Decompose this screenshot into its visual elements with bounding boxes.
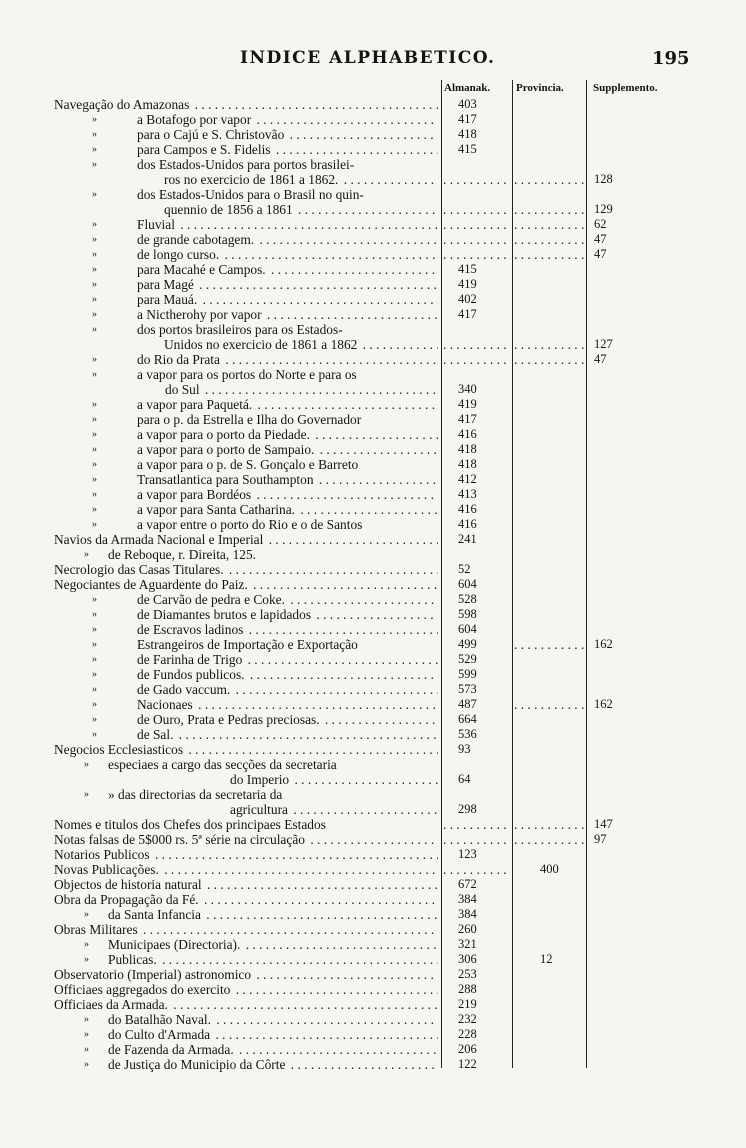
index-entry <box>0 1012 746 1027</box>
almanak-page: 260 <box>458 922 477 936</box>
index-entry <box>0 427 746 442</box>
index-entry <box>0 97 746 112</box>
almanak-page: 536 <box>458 727 477 741</box>
almanak-page: 93 <box>458 742 471 756</box>
ditto-mark: » <box>92 504 97 515</box>
index-entry <box>0 412 746 427</box>
supplemento-page: 47 <box>594 247 607 261</box>
almanak-page: 412 <box>458 472 477 486</box>
dot-leader <box>514 202 584 217</box>
almanak-page: 417 <box>458 307 477 321</box>
ditto-mark: » <box>84 789 89 800</box>
ditto-mark: » <box>92 114 97 125</box>
index-entry <box>0 892 746 907</box>
entry-label: Nomes e titulos dos Chefes dos principaes Estados <box>54 817 326 832</box>
almanak-page: 122 <box>458 1057 477 1071</box>
index-entry <box>0 487 746 502</box>
ditto-mark: » <box>84 954 89 965</box>
dot-leader <box>514 232 584 247</box>
entry-label: do Rio da Prata <box>137 352 220 367</box>
entry-label: a Nictherohy por vapor <box>137 307 262 322</box>
entry-label: Nacionaes <box>137 697 193 712</box>
entry-label: de Fazenda da Armada. <box>108 1042 234 1057</box>
almanak-page: 288 <box>458 982 477 996</box>
index-entry <box>0 172 746 187</box>
index-entry <box>0 982 746 997</box>
entry-label: de grande cabotagem. <box>137 232 255 247</box>
dot-leader <box>514 217 584 232</box>
entry-label: Navegação do Amazonas <box>54 97 190 112</box>
index-entry <box>0 772 746 787</box>
ditto-mark: » <box>92 219 97 230</box>
index-entry <box>0 547 746 562</box>
ditto-mark: » <box>92 234 97 245</box>
almanak-page: 418 <box>458 127 477 141</box>
almanak-page: 384 <box>458 907 477 921</box>
index-entry <box>0 1042 746 1057</box>
index-entry <box>0 232 746 247</box>
ditto-mark: » <box>92 414 97 425</box>
entry-label: » das directorias da secretaria da <box>108 787 283 802</box>
almanak-page: 321 <box>458 937 477 951</box>
entry-label: de Fundos publicos. <box>137 667 245 682</box>
entry-label: do Sul <box>165 382 200 397</box>
supplemento-page: 127 <box>594 337 613 351</box>
entry-label: ros no exercicio de 1861 a 1862. <box>164 172 339 187</box>
almanak-page: 573 <box>458 682 477 696</box>
index-entry <box>0 202 746 217</box>
index-entry <box>0 562 746 577</box>
index-entry <box>0 877 746 892</box>
index-entry <box>0 952 746 967</box>
entry-label: Observatorio (Imperial) astronomico <box>54 967 252 982</box>
entry-label: da Santa Infancia <box>108 907 201 922</box>
entry-label: dos portos brasileiros para os Estados- <box>137 322 343 337</box>
almanak-page: 418 <box>458 457 477 471</box>
index-entry <box>0 637 746 652</box>
ditto-mark: » <box>92 519 97 530</box>
entry-label: a vapor para o p. de S. Gonçalo e Barreto <box>137 457 359 472</box>
almanak-page: 123 <box>458 847 477 861</box>
almanak-page: 403 <box>458 97 477 111</box>
almanak-page: 415 <box>458 262 477 276</box>
entry-label: Negociantes de Aguardente do Paiz. <box>54 577 248 592</box>
dot-leader <box>443 862 511 877</box>
ditto-mark: » <box>92 474 97 485</box>
index-entry <box>0 307 746 322</box>
dot-leader <box>443 817 511 832</box>
ditto-mark: » <box>92 489 97 500</box>
index-entry <box>0 802 746 817</box>
entry-label: do Culto d'Armada <box>108 1027 211 1042</box>
ditto-mark: » <box>92 429 97 440</box>
page-number: 195 <box>652 48 690 69</box>
entry-label: a vapor entre o porto do Rio e o de Santos <box>137 517 363 532</box>
almanak-page: 232 <box>458 1012 477 1026</box>
index-entry <box>0 757 746 772</box>
index-entry <box>0 472 746 487</box>
entry-label: agricultura <box>230 802 288 817</box>
supplemento-page: 129 <box>594 202 613 216</box>
entry-label: para Magé <box>137 277 194 292</box>
almanak-page: 64 <box>458 772 471 786</box>
ditto-mark: » <box>92 624 97 635</box>
entry-label: Notas falsas de 5$000 rs. 5ª série na circulação <box>54 832 305 847</box>
index-entry <box>0 697 746 712</box>
ditto-mark: » <box>92 279 97 290</box>
index-entry <box>0 457 746 472</box>
entry-label: a Botafogo por vapor <box>137 112 252 127</box>
index-entry <box>0 292 746 307</box>
entry-label: Municipaes (Directoria). <box>108 937 241 952</box>
entry-label: para Macahé e Campos. <box>137 262 266 277</box>
entry-label: Novas Publicações. <box>54 862 159 877</box>
provincia-page: 12 <box>540 952 553 966</box>
entry-label: do Imperio <box>230 772 290 787</box>
entry-label: a vapor para o porto da Piedade. <box>137 427 310 442</box>
index-entry <box>0 787 746 802</box>
supplemento-page: 162 <box>594 637 613 651</box>
almanak-page: 298 <box>458 802 477 816</box>
supplemento-page: 162 <box>594 697 613 711</box>
entry-label: de Sal. <box>137 727 174 742</box>
index-entry <box>0 442 746 457</box>
supplemento-page: 147 <box>594 817 613 831</box>
almanak-page: 415 <box>458 142 477 156</box>
index-entry <box>0 397 746 412</box>
almanak-page: 529 <box>458 652 477 666</box>
index-entry <box>0 907 746 922</box>
supplemento-page: 47 <box>594 352 607 366</box>
ditto-mark: » <box>92 729 97 740</box>
index-entry <box>0 352 746 367</box>
almanak-page: 206 <box>458 1042 477 1056</box>
ditto-mark: » <box>92 609 97 620</box>
entry-label: Officiaes da Armada. <box>54 997 168 1012</box>
ditto-mark: » <box>92 294 97 305</box>
index-entry <box>0 142 746 157</box>
index-entry <box>0 652 746 667</box>
almanak-page: 416 <box>458 502 477 516</box>
entry-label: de Ouro, Prata e Pedras preciosas. <box>137 712 320 727</box>
almanak-page: 599 <box>458 667 477 681</box>
ditto-mark: » <box>84 549 89 560</box>
almanak-page: 672 <box>458 877 477 891</box>
ditto-mark: » <box>92 129 97 140</box>
entry-label: Transatlantica para Southampton <box>137 472 314 487</box>
index-entry <box>0 592 746 607</box>
ditto-mark: » <box>92 459 97 470</box>
index-entry <box>0 337 746 352</box>
ditto-mark: » <box>92 639 97 650</box>
supplemento-page: 62 <box>594 217 607 231</box>
column-header-provincia: Provincia. <box>516 82 564 94</box>
dot-leader <box>514 697 584 712</box>
ditto-mark: » <box>92 699 97 710</box>
index-entry <box>0 817 746 832</box>
ditto-mark: » <box>92 144 97 155</box>
entry-label: para o p. da Estrella e Ilha do Governador <box>137 412 362 427</box>
ditto-mark: » <box>92 714 97 725</box>
entry-label: do Batalhão Naval. <box>108 1012 211 1027</box>
almanak-page: 413 <box>458 487 477 501</box>
almanak-page: 417 <box>458 112 477 126</box>
ditto-mark: » <box>92 594 97 605</box>
index-entry <box>0 682 746 697</box>
ditto-mark: » <box>92 654 97 665</box>
ditto-mark: » <box>92 399 97 410</box>
dot-leader <box>514 337 584 352</box>
index-entry <box>0 607 746 622</box>
entry-label: a vapor para Paquetá. <box>137 397 253 412</box>
ditto-mark: » <box>84 1014 89 1025</box>
ditto-mark: » <box>92 354 97 365</box>
dot-leader <box>443 247 511 262</box>
dot-leader <box>443 232 511 247</box>
entry-label: a vapor para o porto de Sampaio. <box>137 442 315 457</box>
index-entry <box>0 532 746 547</box>
entry-label: Negocios Ecclesiasticos <box>54 742 184 757</box>
ditto-mark: » <box>92 369 97 380</box>
dot-leader <box>443 337 511 352</box>
entry-label: dos Estados-Unidos para o Brasil no quin- <box>137 187 364 202</box>
almanak-page: 487 <box>458 697 477 711</box>
almanak-page: 228 <box>458 1027 477 1041</box>
index-entry <box>0 727 746 742</box>
page-title: INDICE ALPHABETICO. <box>240 48 496 68</box>
index-entry <box>0 262 746 277</box>
entry-label: para Campos e S. Fidelis <box>137 142 271 157</box>
index-entry <box>0 832 746 847</box>
ditto-mark: » <box>84 1044 89 1055</box>
entry-label: de Gado vaccum. <box>137 682 231 697</box>
almanak-page: 384 <box>458 892 477 906</box>
entry-label: de Reboque, r. Direita, 125. <box>108 547 257 562</box>
ditto-mark: » <box>92 264 97 275</box>
entry-label: Notarios Publicos <box>54 847 150 862</box>
entry-label: Obra da Propagação da Fé. <box>54 892 199 907</box>
dot-leader <box>443 202 511 217</box>
entry-label: a vapor para Bordéos <box>137 487 252 502</box>
entry-label: Publicas. <box>108 952 157 967</box>
almanak-page: 419 <box>458 277 477 291</box>
almanak-page: 416 <box>458 517 477 531</box>
almanak-page: 402 <box>458 292 477 306</box>
almanak-page: 417 <box>458 412 477 426</box>
index-entry <box>0 517 746 532</box>
almanak-page: 306 <box>458 952 477 966</box>
index-entry <box>0 502 746 517</box>
index-entry <box>0 922 746 937</box>
index-entry <box>0 1027 746 1042</box>
entry-label: Unidos no exercicio de 1861 a 1862 <box>164 337 358 352</box>
entry-label: Objectos de historia natural <box>54 877 202 892</box>
index-entry <box>0 157 746 172</box>
index-entry <box>0 277 746 292</box>
dot-leader <box>443 352 511 367</box>
almanak-page: 604 <box>458 577 477 591</box>
supplemento-page: 97 <box>594 832 607 846</box>
entry-label: de Diamantes brutos e lapidados <box>137 607 312 622</box>
column-header-almanak: Almanak. <box>444 82 491 94</box>
dot-leader <box>514 352 584 367</box>
index-entry <box>0 712 746 727</box>
ditto-mark: » <box>92 324 97 335</box>
almanak-page: 499 <box>458 637 477 651</box>
index-entry <box>0 937 746 952</box>
entry-label: de Farinha de Trigo <box>137 652 243 667</box>
dot-leader <box>514 817 584 832</box>
almanak-page: 416 <box>458 427 477 441</box>
index-entry <box>0 742 746 757</box>
index-entry <box>0 322 746 337</box>
index-entry <box>0 187 746 202</box>
ditto-mark: » <box>84 939 89 950</box>
ditto-mark: » <box>92 684 97 695</box>
entry-label: especiaes a cargo das secções da secretaria <box>108 757 337 772</box>
ditto-mark: » <box>92 189 97 200</box>
dot-leader <box>514 637 584 652</box>
entry-label: de Carvão de pedra e Coke. <box>137 592 285 607</box>
ditto-mark: » <box>84 909 89 920</box>
dot-leader <box>443 832 511 847</box>
index-entry <box>0 997 746 1012</box>
entry-label: de Justiça do Municipio da Côrte <box>108 1057 286 1072</box>
index-entry <box>0 1057 746 1072</box>
supplemento-page: 47 <box>594 232 607 246</box>
index-entry <box>0 577 746 592</box>
ditto-mark: » <box>92 444 97 455</box>
index-entry <box>0 847 746 862</box>
ditto-mark: » <box>84 1029 89 1040</box>
ditto-mark: » <box>92 159 97 170</box>
almanak-page: 604 <box>458 622 477 636</box>
entry-label: a vapor para os portos do Norte e para os <box>137 367 357 382</box>
ditto-mark: » <box>84 1059 89 1070</box>
index-entry <box>0 217 746 232</box>
dot-leader <box>514 247 584 262</box>
ditto-mark: » <box>92 249 97 260</box>
almanak-page: 340 <box>458 382 477 396</box>
dot-leader <box>514 832 584 847</box>
almanak-page: 219 <box>458 997 477 1011</box>
ditto-mark: » <box>92 669 97 680</box>
entry-label: para o Cajú e S. Christovão <box>137 127 285 142</box>
index-entry <box>0 382 746 397</box>
entry-label: de Escravos ladinos <box>137 622 244 637</box>
index-entry <box>0 622 746 637</box>
ditto-mark: » <box>92 309 97 320</box>
index-entry <box>0 127 746 142</box>
entry-label: Officiaes aggregados do exercito <box>54 982 231 997</box>
almanak-page: 253 <box>458 967 477 981</box>
column-header-supplemento: Supplemento. <box>593 82 658 94</box>
dot-leader <box>514 172 584 187</box>
index-entry <box>0 667 746 682</box>
entry-label: Obras Militares <box>54 922 138 937</box>
dot-leader <box>443 172 511 187</box>
entry-label: Necrologio das Casas Titulares. <box>54 562 224 577</box>
entry-label: Navios da Armada Nacional e Imperial <box>54 532 264 547</box>
provincia-page: 400 <box>540 862 559 876</box>
index-entry <box>0 862 746 877</box>
entry-label: Fluvial <box>137 217 175 232</box>
almanak-page: 598 <box>458 607 477 621</box>
almanak-page: 418 <box>458 442 477 456</box>
entry-label: dos Estados-Unidos para portos brasilei- <box>137 157 355 172</box>
almanak-page: 528 <box>458 592 477 606</box>
entry-label: para Mauá. <box>137 292 198 307</box>
almanak-page: 664 <box>458 712 477 726</box>
index-entry <box>0 367 746 382</box>
almanak-page: 52 <box>458 562 471 576</box>
entry-label: a vapor para Santa Catharina. <box>137 502 296 517</box>
index-entry <box>0 967 746 982</box>
almanak-page: 241 <box>458 532 477 546</box>
almanak-page: 419 <box>458 397 477 411</box>
dot-leader <box>443 217 511 232</box>
index-entry <box>0 247 746 262</box>
supplemento-page: 128 <box>594 172 613 186</box>
entry-label: quennio de 1856 a 1861 <box>164 202 293 217</box>
entry-label: Estrangeiros de Importação e Exportação <box>137 637 358 652</box>
ditto-mark: » <box>84 759 89 770</box>
entry-label: de longo curso. <box>137 247 220 262</box>
index-entry <box>0 112 746 127</box>
